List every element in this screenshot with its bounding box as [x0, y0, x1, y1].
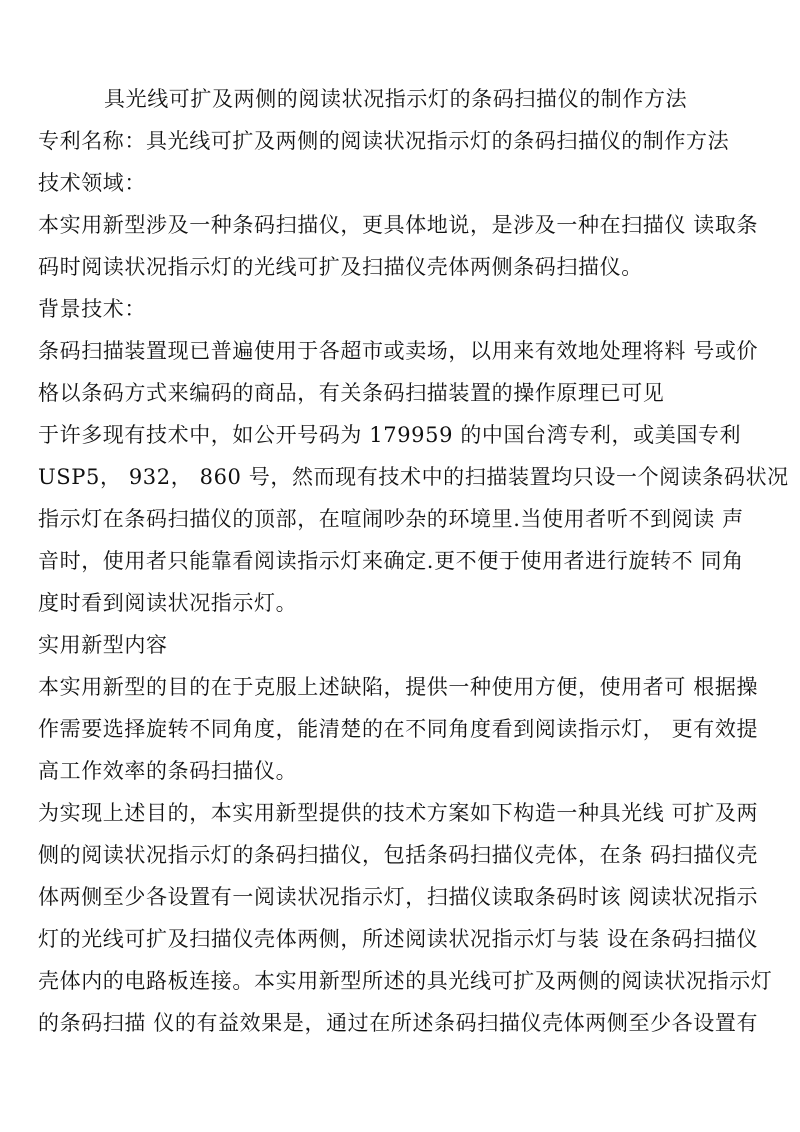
- patent-name: 专利名称：具光线可扩及两侧的阅读状况指示灯的条码扫描仪的制作方法: [38, 129, 730, 153]
- paragraph-line: 本实用新型涉及一种条码扫描仪，更具体地说，是涉及一种在扫描仪 读取条: [38, 213, 759, 237]
- paragraph-line: 体两侧至少各设置有一阅读状况指示灯，扫描仪读取条码时该 阅读状况指示: [38, 885, 759, 909]
- content-heading: 实用新型内容: [38, 633, 168, 657]
- paragraph-line: 的条码扫描 仪的有益效果是，通过在所述条码扫描仪壳体两侧至少各设置有: [38, 1011, 759, 1035]
- paragraph-line: 灯的光线可扩及扫描仪壳体两侧，所述阅读状况指示灯与装 设在条码扫描仪: [38, 927, 759, 951]
- paragraph-line: 码时阅读状况指示灯的光线可扩及扫描仪壳体两侧条码扫描仪。: [38, 255, 643, 279]
- paragraph-line: 指示灯在条码扫描仪的顶部，在喧闹吵杂的环境里.当使用者听不到阅读 声: [38, 507, 744, 531]
- paragraph-line: 作需要选择旋转不同角度，能清楚的在不同角度看到阅读指示灯， 更有效提: [38, 717, 759, 741]
- paragraph-line: USP5， 932， 860 号，然而现有技术中的扫描装置均只设一个阅读条码状况: [38, 465, 789, 489]
- paragraph-line: 高工作效率的条码扫描仪。: [38, 759, 298, 783]
- paragraph-line: 度时看到阅读状况指示灯。: [38, 591, 298, 615]
- paragraph-line: 格以条码方式来编码的商品，有关条码扫描装置的操作原理已可见: [38, 381, 665, 405]
- tech-field-heading: 技术领域：: [38, 171, 146, 195]
- paragraph-line: 壳体内的电路板连接。本实用新型所述的具光线可扩及两侧的阅读状况指示灯: [38, 969, 773, 993]
- paragraph-line: 于许多现有技术中，如公开号码为 179959 的中国台湾专利，或美国专利: [38, 423, 742, 447]
- paragraph-line: 侧的阅读状况指示灯的条码扫描仪，包括条码扫描仪壳体，在条 码扫描仪壳: [38, 843, 759, 867]
- paragraph-line: 本实用新型的目的在于克服上述缺陷，提供一种使用方便，使用者可 根据操: [38, 675, 759, 699]
- paragraph-line: 为实现上述目的，本实用新型提供的技术方案如下构造一种具光线 可扩及两: [38, 801, 759, 825]
- paragraph-line: 音时，使用者只能靠看阅读指示灯来确定.更不便于使用者进行旋转不 同角: [38, 549, 744, 573]
- paragraph-line: 条码扫描装置现已普遍使用于各超市或卖场，以用来有效地处理将料 号或价: [38, 339, 759, 363]
- background-heading: 背景技术：: [38, 297, 146, 321]
- document-title: 具光线可扩及两侧的阅读状况指示灯的条码扫描仪的制作方法: [104, 87, 688, 111]
